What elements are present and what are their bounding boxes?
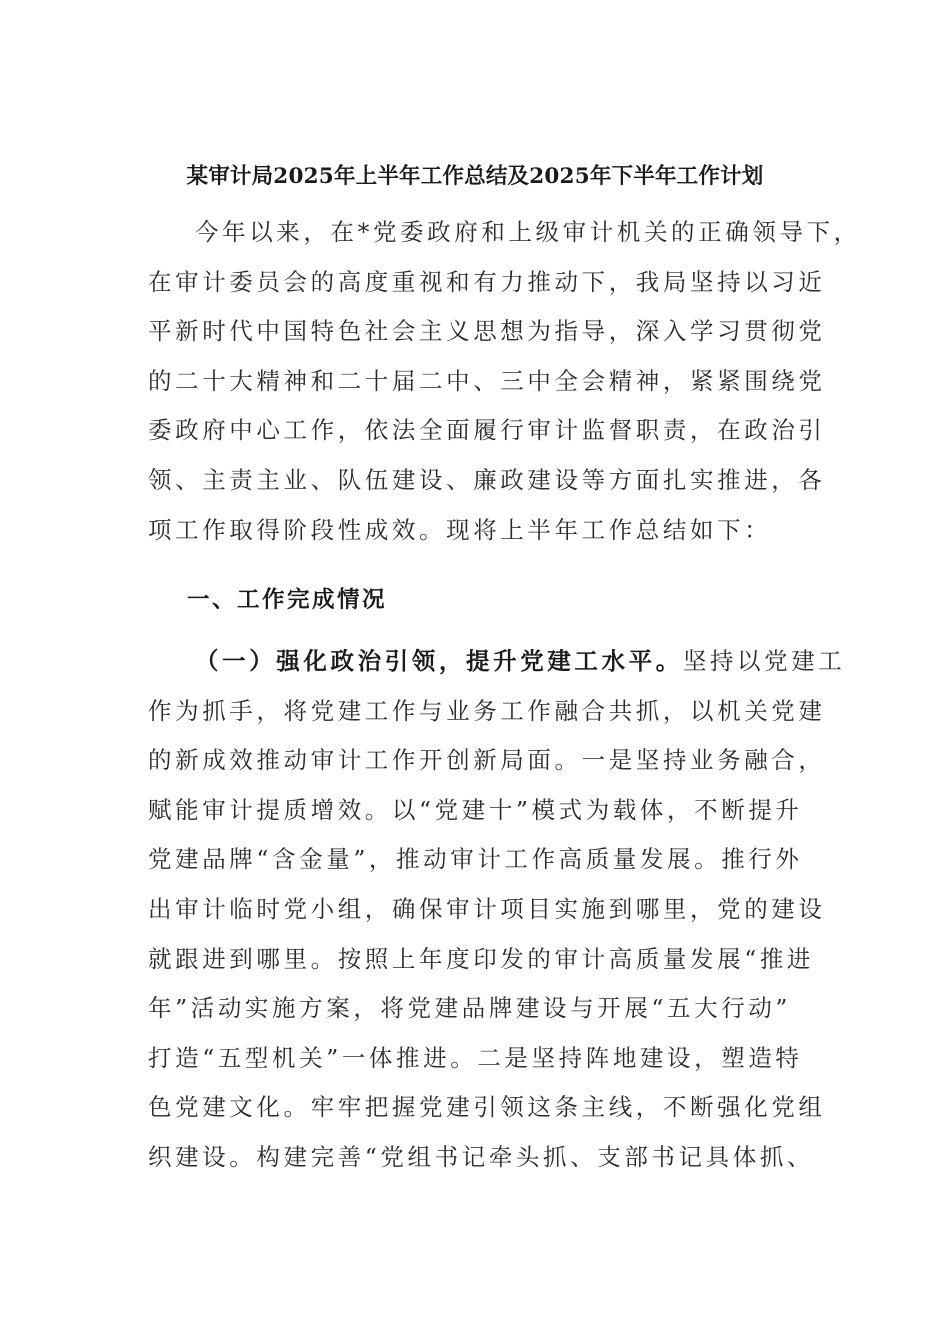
paragraph-line: 今年以来，在*党委政府和上级审计机关的正确领导下， xyxy=(195,218,861,246)
paragraph-line: 色党建文化。牢牢把握党建引领这条主线，不断强化党组 xyxy=(148,1093,826,1122)
paragraph-line: 打造“五型机关”一体推进。二是坚持阵地建设，塑造特 xyxy=(148,1043,803,1072)
subsection-paragraph xyxy=(148,637,846,1183)
paragraph-line: 领、主责主业、队伍建设、廉政建设等方面扎实推进，各 xyxy=(148,465,826,494)
paragraph-line: 出审计临时党小组，确保审计项目实施到哪里，党的建设 xyxy=(148,894,826,923)
paragraph-line: 项工作取得阶段性成效。现将上半年工作总结如下： xyxy=(148,515,772,544)
paragraph-line: 就跟进到哪里。按照上年度印发的审计高质量发展“推进 xyxy=(148,944,815,973)
paragraph-line: 在审计委员会的高度重视和有力推动下，我局坚持以习近 xyxy=(148,267,826,296)
paragraph-line: 织建设。构建完善“党组书记牵头抓、支部书记具体抓、 xyxy=(148,1142,815,1171)
paragraph-line: 的二十大精神和二十届二中、三中全会精神，紧紧围绕党 xyxy=(148,366,826,395)
paragraph-line: 作为抓手，将党建工作与业务工作融合共抓，以机关党建 xyxy=(148,696,826,725)
paragraph-line: 党建品牌“含金量”，推动审计工作高质量发展。推行外 xyxy=(148,845,803,874)
paragraph-line: 赋能审计提质增效。以“党建十”模式为载体，不断提升 xyxy=(148,795,803,824)
paragraph-line: 年”活动实施方案，将党建品牌建设与开展“五大行动” xyxy=(148,994,792,1023)
paragraph-line: 的新成效推动审计工作开创新局面。一是坚持业务融合， xyxy=(148,746,826,775)
paragraph-line: 平新时代中国特色社会主义思想为指导，深入学习贯彻党 xyxy=(148,317,826,346)
intro-paragraph xyxy=(148,208,861,555)
subsection-heading: （一）强化政治引领，提升党建工水平。 xyxy=(195,647,683,675)
paragraph-first-line xyxy=(148,637,846,687)
section-heading: 一、工作完成情况 xyxy=(187,587,388,613)
paragraph-line-rest: 坚持以党建工 xyxy=(682,647,846,675)
paragraph-line: 委政府中心工作，依法全面履行审计监督职责，在政治引 xyxy=(148,416,826,445)
document-title: 某审计局2025年上半年工作总结及2025年下半年工作计划 xyxy=(186,164,764,189)
